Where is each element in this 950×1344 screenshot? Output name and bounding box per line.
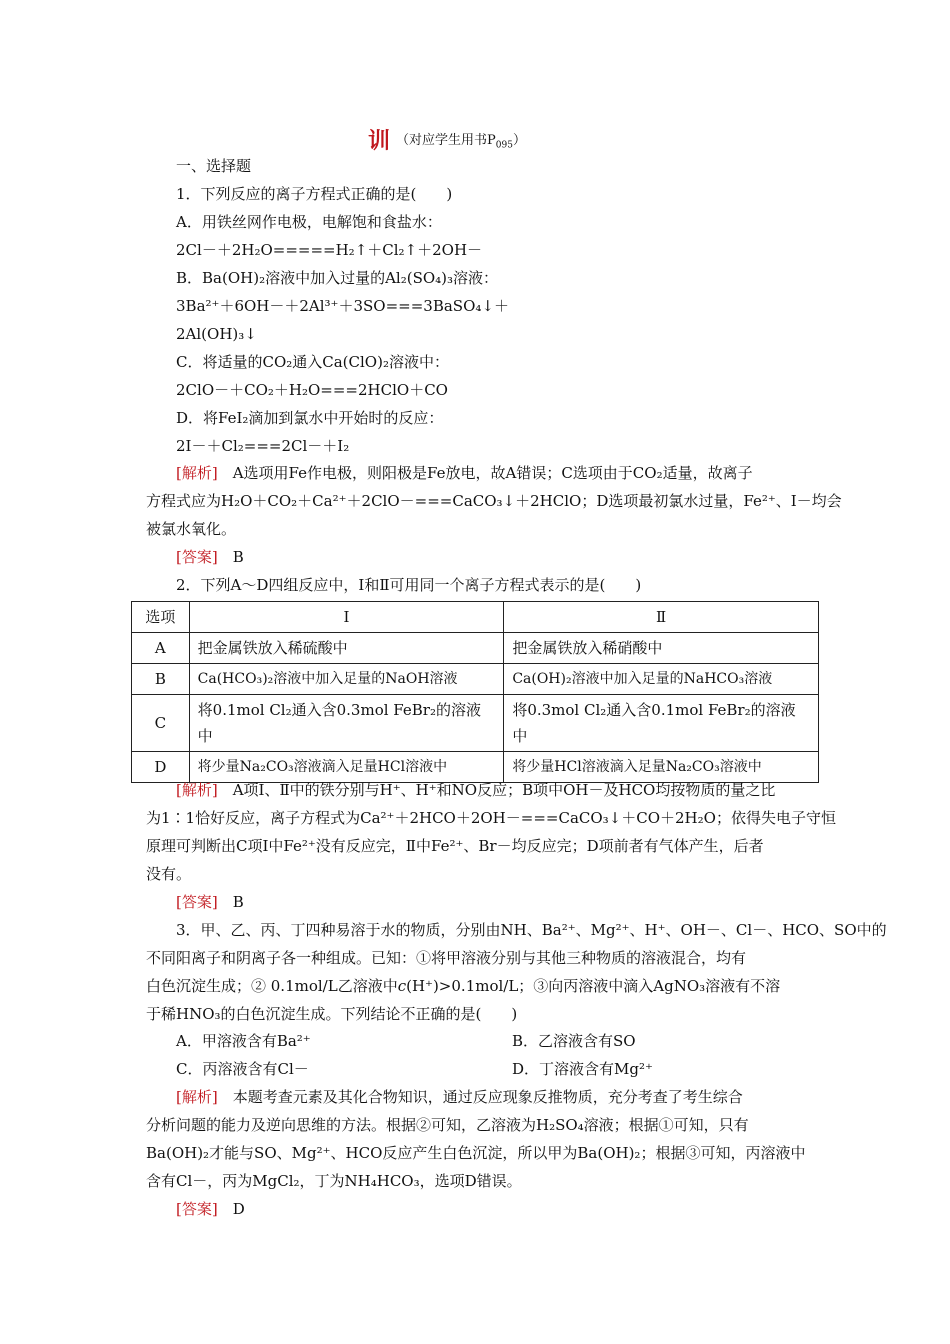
- table-cell: C: [132, 695, 190, 752]
- q1-analysis-line: 方程式应为H₂O＋CO₂＋Ca²⁺＋2ClO－===CaCO₃↓＋2HClO；D选项最初氯水过量，Fe²⁺、I－均会: [146, 492, 842, 510]
- q3-answer: [答案] D: [176, 1200, 245, 1218]
- q1-option-c-equation: 2ClO－＋CO₂＋H₂O===2HClO＋CO: [176, 381, 448, 399]
- table-cell: 将0.3mol Cl₂通入含0.1mol FeBr₂的溶液中: [504, 695, 819, 752]
- table-cell: 将少量Na₂CO₃溶液滴入足量HCl溶液中: [189, 752, 504, 783]
- q1-option-c: C．将适量的CO₂通入Ca(ClO)₂溶液中：: [176, 353, 449, 371]
- section-heading: 一、选择题: [176, 157, 252, 175]
- q2-analysis: [解析] A项Ⅰ、Ⅱ中的铁分别与H⁺、H⁺和NO反应；B项中OH－及HCO均按物质的量之比: [176, 781, 776, 799]
- q3-option-a: A．甲溶液含有Ba²⁺: [176, 1032, 311, 1050]
- analysis-tag: [解析]: [176, 781, 218, 799]
- q1-analysis: [解析] A选项用Fe作电极，则阳极是Fe放电，故A错误；C选项由于CO₂适量，故离子: [176, 464, 753, 482]
- table-cell: B: [132, 664, 190, 695]
- table-cell: A: [132, 633, 190, 664]
- q3-option-c: C．丙溶液含有Cl－: [176, 1060, 309, 1078]
- q1-option-a: A．用铁丝网作电极，电解饱和食盐水：: [176, 213, 442, 231]
- q3-analysis-line: 分析问题的能力及逆向思维的方法。根据②可知，乙溶液为H₂SO₄溶液；根据①可知，只有: [146, 1116, 749, 1134]
- q3-stem-line: 白色沉淀生成；② 0.1mol/L乙溶液中c(H⁺)>0.1mol/L；③向丙溶液中滴入AgNO₃溶液有不溶: [146, 977, 781, 995]
- q1-analysis-line: 被氯水氧化。: [146, 520, 237, 538]
- table-cell: 将0.1mol Cl₂通入含0.3mol FeBr₂的溶液中: [189, 695, 504, 752]
- table-header-row: [132, 602, 819, 633]
- q1-option-d-equation: 2I－＋Cl₂===2Cl－＋I₂: [176, 437, 350, 455]
- q3-analysis-line: 含有Cl－，丙为MgCl₂，丁为NH₄HCO₃，选项D错误。: [146, 1172, 522, 1190]
- analysis-tag: [解析]: [176, 1088, 218, 1106]
- table-row: [132, 695, 819, 752]
- q2-analysis-line: 为1∶1恰好反应，离子方程式为Ca²⁺＋2HCO＋2OH－===CaCO₃↓＋CO＋2H₂O；依得失电子守恒: [146, 809, 836, 827]
- q3-stem: 3．甲、乙、丙、丁四种易溶于水的物质，分别由NH、Ba²⁺、Mg²⁺、H⁺、OH－、Cl－、HCO、SO中的: [176, 921, 887, 939]
- table-cell: 把金属铁放入稀硫酸中: [189, 633, 504, 664]
- q2-stem: 2．下列A～D四组反应中，Ⅰ和Ⅱ可用同一个离子方程式表示的是( ): [176, 576, 642, 594]
- q2-analysis-line: 没有。: [146, 865, 192, 883]
- q3-stem-line: 于稀HNO₃的白色沉淀生成。下列结论不正确的是( ): [146, 1005, 518, 1023]
- q2-analysis-line: 原理可判断出C项Ⅰ中Fe²⁺没有反应完，Ⅱ中Fe²⁺、Br－均反应完；D项前者有气体产生，后者: [146, 837, 764, 855]
- title-note: （对应学生用书$P_{095}$）: [396, 132, 526, 151]
- q1-option-b: B．Ba(OH)₂溶液中加入过量的Al₂(SO₄)₃溶液：: [176, 269, 499, 287]
- q2-table: [131, 601, 819, 783]
- q1-option-d: D．将FeI₂滴加到氯水中开始时的反应：: [176, 409, 444, 427]
- q1-option-b-equation: 3Ba²⁺＋6OH－＋2Al³⁺＋3SO===3BaSO₄↓＋: [176, 297, 509, 315]
- page-header: [368, 124, 526, 155]
- answer-tag: [答案]: [176, 893, 218, 911]
- table-cell: 把金属铁放入稀硝酸中: [504, 633, 819, 664]
- q1-stem: 1．下列反应的离子方程式正确的是( ): [176, 185, 453, 203]
- table-header-cell: Ⅰ: [189, 602, 504, 633]
- answer-tag: [答案]: [176, 548, 218, 566]
- table-cell: Ca(OH)₂溶液中加入足量的NaHCO₃溶液: [504, 664, 819, 695]
- title-char: 训: [368, 128, 391, 154]
- table-header-cell: 选项: [132, 602, 190, 633]
- table-cell: D: [132, 752, 190, 783]
- q3-analysis: [解析] 本题考查元素及其化合物知识，通过反应现象反推物质，充分考查了考生综合: [176, 1088, 743, 1106]
- q1-answer: [答案] B: [176, 548, 244, 566]
- q3-analysis-line: Ba(OH)₂才能与SO、Mg²⁺、HCO反应产生白色沉淀，所以甲为Ba(OH)₂；根据③可知，丙溶液中: [146, 1144, 806, 1162]
- q1-option-a-equation: 2Cl－＋2H₂O=====H₂↑＋Cl₂↑＋2OH－: [176, 241, 483, 259]
- q3-stem-line: 不同阳离子和阴离子各一种组成。已知：①将甲溶液分别与其他三种物质的溶液混合，均有: [146, 949, 747, 967]
- table-cell: Ca(HCO₃)₂溶液中加入足量的NaOH溶液: [189, 664, 504, 695]
- answer-tag: [答案]: [176, 1200, 218, 1218]
- q3-option-b: B．乙溶液含有SO: [512, 1032, 636, 1050]
- q3-option-d: D．丁溶液含有Mg²⁺: [512, 1060, 653, 1078]
- table-header-cell: Ⅱ: [504, 602, 819, 633]
- table-row: [132, 752, 819, 783]
- q2-answer: [答案] B: [176, 893, 244, 911]
- q1-option-b-equation-cont: 2Al(OH)₃↓: [176, 325, 257, 343]
- analysis-tag: [解析]: [176, 464, 218, 482]
- table-row: [132, 664, 819, 695]
- table-cell: 将少量HCl溶液滴入足量Na₂CO₃溶液中: [504, 752, 819, 783]
- table-row: [132, 633, 819, 664]
